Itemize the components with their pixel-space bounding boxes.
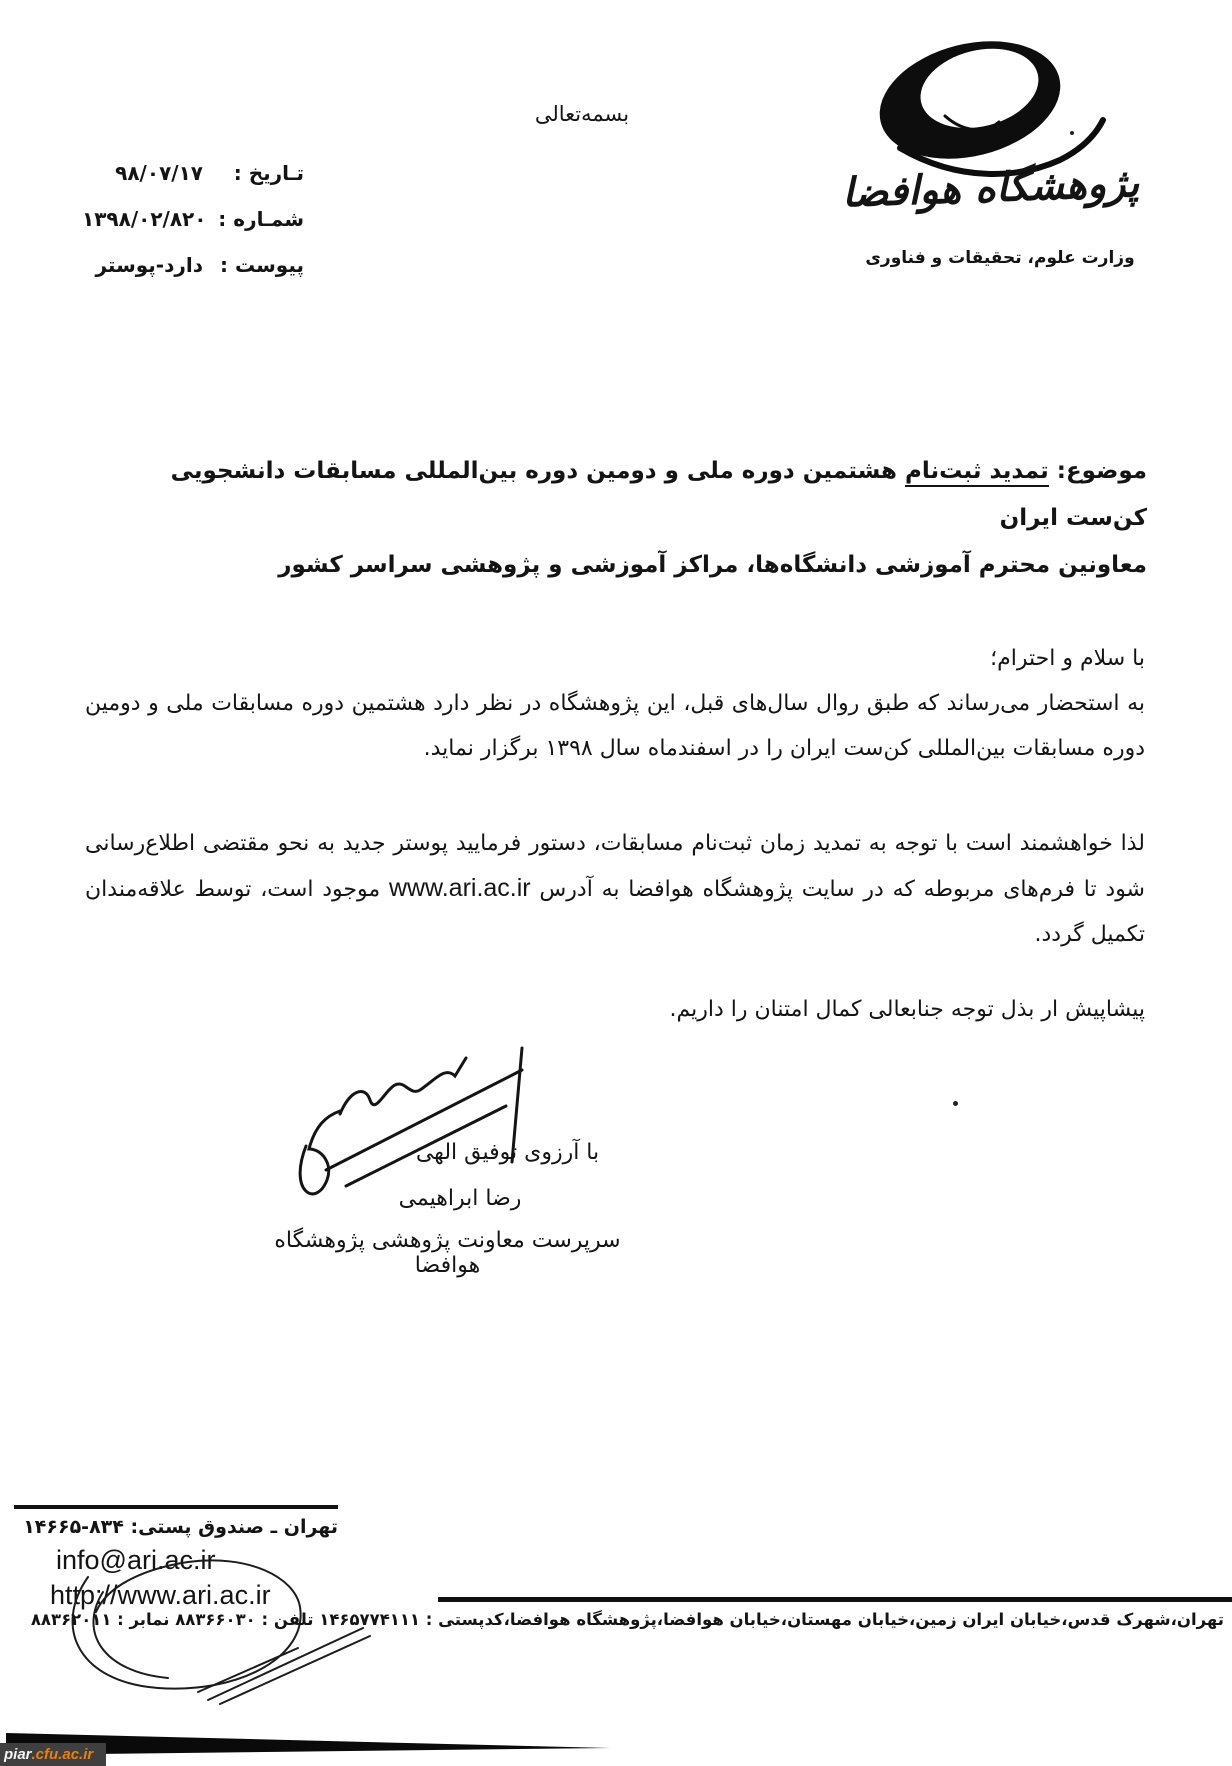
org-logo-swoosh-icon (845, 28, 1107, 183)
watermark-badge (0, 1743, 106, 1766)
website-inline-text: www.ari.ac.ir (388, 874, 531, 902)
attachment-label: پیوست : (219, 253, 304, 277)
meta-date-row (82, 160, 304, 186)
scan-speck (953, 1101, 958, 1106)
number-label: شمـاره : (218, 207, 304, 231)
attachment-value: دارد-پوستر (95, 253, 203, 277)
signatory-name: رضا ابراهیمی (398, 1186, 522, 1211)
signature-blessing: با آرزوی توفیق الهی (415, 1140, 600, 1165)
signatory-title: سرپرست معاونت پژوهشی پژوهشگاه هوافضا (274, 1228, 621, 1278)
scan-speck (1070, 131, 1074, 135)
footer-left-divider (14, 1505, 338, 1509)
meta-number-row (82, 206, 304, 232)
handwritten-signature (270, 1030, 580, 1205)
footer-address: تهران،شهرک قدس،خیابان ایران زمین،خیابان مهستان،خیابان هوافضا،پژوهشگاه هوافضا،کدپستی : ۱۴۶۵۷۷۴۱۱۱ تلفن : ۸۸۳۶۶۰۳۰ نمابر : ۸۸۳۶۲۰۱۱ (30, 1610, 1224, 1629)
paragraph-gap (85, 957, 1145, 987)
bismillah-text: بسمه‌تعالی (534, 102, 630, 126)
watermark-part2: .cfu.ac.ir (31, 1746, 94, 1763)
footer-right-divider (438, 1597, 1232, 1602)
paragraph-gap (85, 771, 1145, 821)
pobox-value: ۱۴۶۶۵-۸۳۴ (23, 1516, 124, 1538)
meta-attachment-row (82, 252, 304, 278)
letter-body (85, 636, 1145, 1032)
body-line: دوره مسابقات بین‌المللی کن‌ست ایران را در اسفندماه سال ۱۳۹۸ برگزار نماید. (423, 736, 1145, 761)
date-value: ۹۸/۰۷/۱۷ (115, 161, 203, 185)
letter-meta-block (82, 160, 304, 298)
body-text-before-url: شود تا فرم‌های مربوطه که در سایت پژوهشگاه هوافضا به آدرس (530, 877, 1145, 902)
salutation-line: با سلام و احترام؛ (990, 646, 1145, 671)
subject-line-2: معاونین محترم آموزشی دانشگاه‌ها، مراکز آموزشی و پژوهشی سراسر کشور (278, 552, 1147, 578)
subject-line-1 (85, 448, 1147, 542)
watermark-part1: piar (4, 1746, 32, 1763)
ministry-name: وزارت علوم، تحقیقات و فناوری (865, 248, 1135, 268)
date-label: تـاریخ : (233, 161, 304, 185)
subject-rest-text: هشتمین دوره ملی و دومین دوره بین‌المللی مسابقات دانشجویی کن‌ست ایران (170, 458, 1147, 531)
subject-block (85, 448, 1147, 589)
email-text: info@ari.ac.ir (56, 1545, 216, 1575)
org-name-calligraphy: پژوهشگاه هوافضا (841, 160, 1141, 217)
body-line: لذا خواهشمند است با توجه به تمدید زمان ثبت‌نام مسابقات، دستور فرمایید پوستر جدید به نحو مقتضی اطلاع‌رسانی (85, 831, 1145, 856)
body-line: تکمیل گردد. (1034, 922, 1145, 947)
body-text-after-url: موجود است، توسط علاقه‌مندان (85, 877, 389, 902)
website-text: http://www.ari.ac.ir (50, 1580, 271, 1610)
closing-line: پیشاپیش ار بذل توجه جنابعالی کمال امتنان را داریم. (669, 997, 1145, 1022)
body-line (85, 866, 1145, 912)
subject-underlined-text: تمدید ثبت‌نام (905, 458, 1049, 487)
pobox-label: تهران ـ صندوق پستی: (123, 1516, 338, 1538)
number-value: ۱۳۹۸/۰۲/۸۲۰ (82, 207, 207, 231)
subject-label: موضوع: (1048, 458, 1147, 484)
body-line: به استحضار می‌رساند که طبق روال سال‌های قبل، این پژوهشگاه در نظر دارد هشتمین دوره مسابقات ملی و دومین (85, 691, 1145, 716)
